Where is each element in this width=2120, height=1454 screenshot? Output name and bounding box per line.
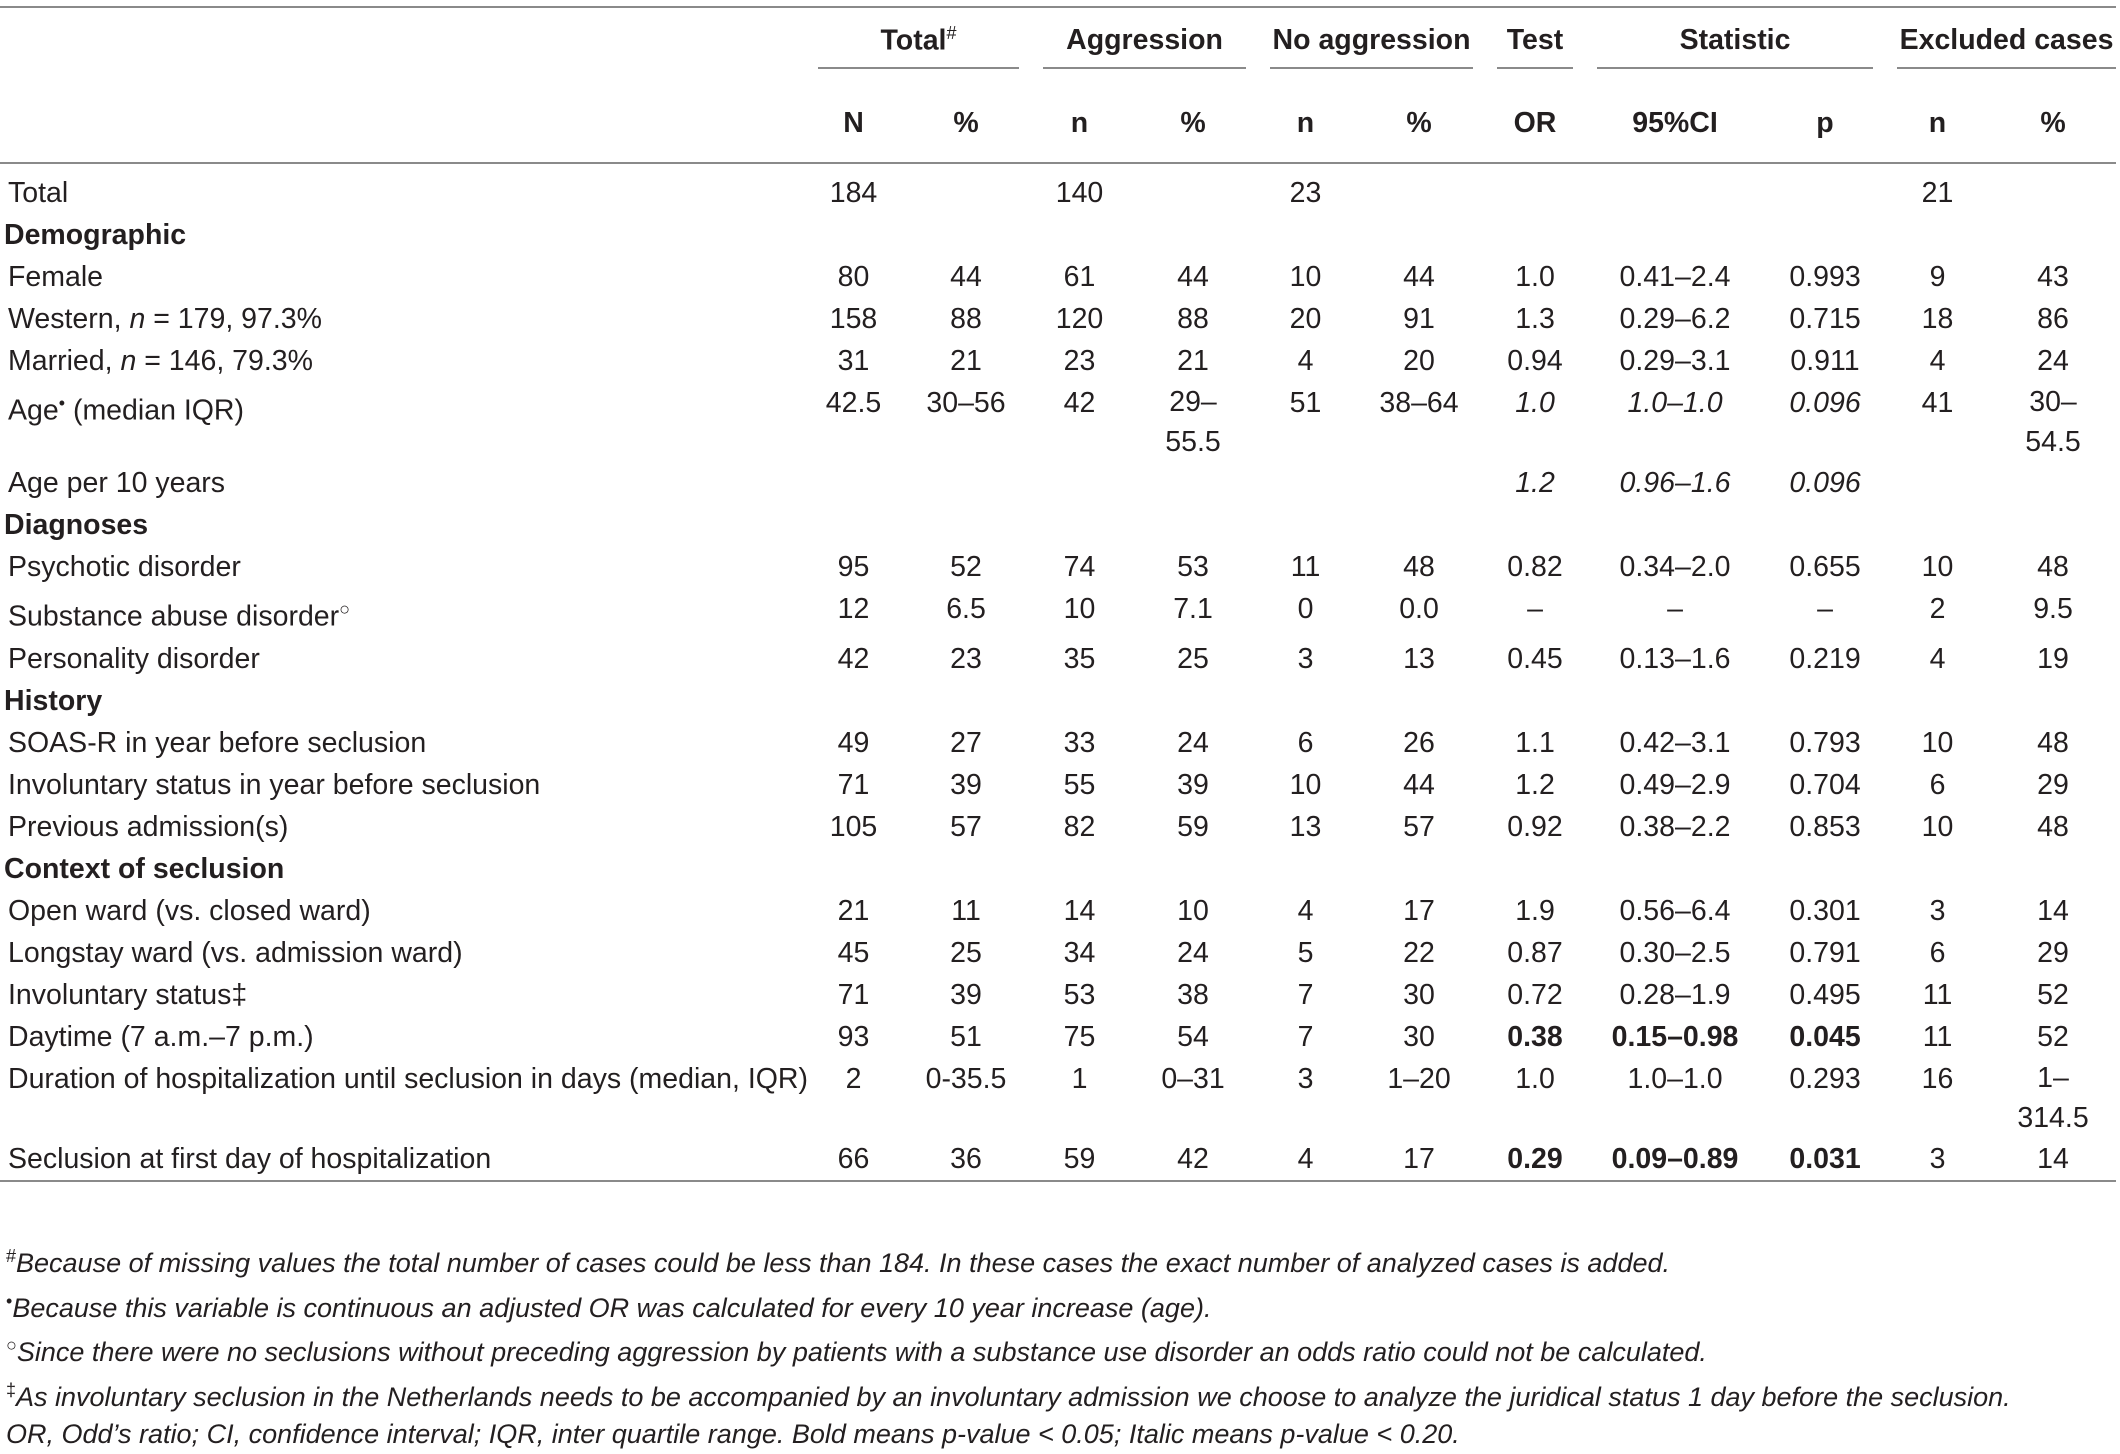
table-row bbox=[0, 890, 2116, 932]
table-cell: 42.5 bbox=[825, 387, 882, 419]
table-cell: 1.2 bbox=[1515, 467, 1555, 499]
table-cell: 0.495 bbox=[1789, 978, 1861, 1011]
table-cell: 0.92 bbox=[1507, 810, 1563, 843]
table-cell: 6 bbox=[1929, 768, 1946, 801]
table-cell: 48 bbox=[2037, 810, 2069, 843]
table-cell: 44 bbox=[1403, 768, 1435, 801]
table-cell bbox=[901, 172, 1031, 214]
table-cell: 11 bbox=[951, 894, 981, 927]
table-cell: 9 bbox=[1929, 261, 1946, 293]
table-cell: 140 bbox=[1055, 177, 1104, 209]
table-row bbox=[0, 974, 2116, 1016]
table-cell: 25 bbox=[950, 936, 982, 969]
table-cell: 39 bbox=[1177, 768, 1209, 801]
table-cell: 11 bbox=[1922, 1020, 1953, 1053]
table-cell: 29 bbox=[2037, 768, 2069, 801]
table-cell: 0.49–2.9 bbox=[1619, 768, 1731, 801]
table-cell: 105 bbox=[829, 810, 878, 843]
table-cell: 4 bbox=[1929, 642, 1946, 675]
table-cell: 10 bbox=[1921, 551, 1954, 583]
table-cell: 27 bbox=[950, 726, 982, 759]
section-label: Diagnoses bbox=[4, 509, 149, 541]
table-cell: 21 bbox=[837, 894, 870, 927]
table-cell: 44 bbox=[1403, 261, 1435, 293]
table-cell: 10 bbox=[1289, 261, 1322, 293]
table-cell: 10 bbox=[1289, 768, 1322, 801]
subheader-row bbox=[0, 84, 2116, 163]
table-header bbox=[0, 7, 2116, 172]
table-cell: 0.293 bbox=[1789, 1062, 1861, 1095]
table-row bbox=[0, 172, 2116, 214]
group-header-no-aggression: No aggression bbox=[1258, 7, 1485, 84]
results-table bbox=[0, 6, 2116, 1182]
table-cell: 1 bbox=[1071, 1062, 1088, 1095]
table-cell: 20 bbox=[1289, 303, 1322, 335]
table-cell: 0.219 bbox=[1789, 642, 1861, 675]
table-cell bbox=[1585, 172, 1765, 214]
table-cell: 4 bbox=[1297, 894, 1314, 927]
table-cell: 0.715 bbox=[1789, 303, 1861, 335]
table-cell: 6.5 bbox=[946, 593, 986, 625]
table-cell: 0–31 bbox=[1161, 1062, 1225, 1095]
table-cell: 38–64 bbox=[1379, 387, 1459, 419]
table-cell: 0.29–3.1 bbox=[1619, 345, 1731, 377]
table-cell: 74 bbox=[1063, 551, 1096, 583]
group-header-statistic: Statistic bbox=[1585, 7, 1885, 84]
table-cell: 184 bbox=[829, 177, 878, 209]
table-cell: 7.1 bbox=[1173, 593, 1213, 625]
table-cell: 52 bbox=[2037, 1020, 2069, 1053]
table-cell: 11 bbox=[1922, 978, 1953, 1011]
table-cell: 42 bbox=[1063, 387, 1096, 419]
table-cell: 39 bbox=[950, 978, 982, 1011]
table-cell: 3 bbox=[1297, 1062, 1314, 1095]
table-cell: 0.29 bbox=[1485, 1138, 1585, 1181]
table-row bbox=[0, 256, 2116, 298]
table-cell: 23 bbox=[950, 642, 982, 675]
row-label: Involuntary status‡ bbox=[8, 978, 248, 1011]
table-cell: 0-35.5 bbox=[925, 1062, 1007, 1095]
table-row bbox=[0, 932, 2116, 974]
subheader-5: % bbox=[1353, 84, 1485, 163]
table-cell: 0.791 bbox=[1789, 936, 1861, 969]
subheader-3: % bbox=[1128, 84, 1258, 163]
table-cell: 36 bbox=[901, 1138, 1031, 1181]
table-row bbox=[0, 638, 2116, 680]
table-cell: 75 bbox=[1063, 1020, 1096, 1053]
table-cell: 0.911 bbox=[1790, 345, 1860, 377]
table-row bbox=[0, 340, 2116, 382]
table-cell: 86 bbox=[2037, 303, 2069, 335]
table-cell: 0.096 bbox=[1789, 467, 1861, 499]
row-label: Involuntary status in year before seclusion bbox=[8, 768, 541, 801]
table-cell: 59 bbox=[1031, 1138, 1128, 1181]
table-cell: 10 bbox=[1177, 894, 1209, 927]
subheader-1: % bbox=[901, 84, 1031, 163]
table-cell: 10 bbox=[1921, 726, 1954, 759]
subheader-8: p bbox=[1765, 84, 1885, 163]
section-row bbox=[0, 504, 2116, 546]
table-cell: 82 bbox=[1063, 810, 1096, 843]
section-row bbox=[0, 680, 2116, 722]
table-cell: 53 bbox=[1177, 551, 1209, 583]
table-cell: 24 bbox=[1177, 936, 1209, 969]
table-cell: 0.87 bbox=[1507, 936, 1563, 969]
table-cell: 0.045 bbox=[1789, 1020, 1861, 1053]
footnote-mark: ○ bbox=[339, 599, 351, 619]
table-cell: 80 bbox=[837, 261, 870, 293]
table-cell bbox=[1128, 172, 1258, 214]
table-cell: 3 bbox=[1297, 642, 1314, 675]
table-cell: 42 bbox=[837, 642, 870, 675]
table-cell: 20 bbox=[1403, 345, 1435, 377]
table-cell: 51 bbox=[950, 1020, 982, 1053]
table-cell: 25 bbox=[1177, 642, 1209, 675]
table-cell bbox=[1353, 462, 1485, 504]
table-cell: 0.94 bbox=[1507, 345, 1563, 377]
table-cell: 1.0–1.0 bbox=[1627, 1062, 1723, 1095]
table-cell: 38 bbox=[1177, 978, 1209, 1011]
table-row bbox=[0, 1058, 2116, 1138]
table-cell: 95 bbox=[837, 551, 870, 583]
table-cell: 16 bbox=[1921, 1062, 1954, 1095]
table-cell bbox=[1990, 462, 2116, 504]
table-cell: 14 bbox=[1063, 894, 1096, 927]
table-cell: 0.28–1.9 bbox=[1619, 978, 1731, 1011]
table-cell: 0.655 bbox=[1789, 551, 1861, 583]
table-cell: 44 bbox=[950, 261, 982, 293]
table-row bbox=[0, 298, 2116, 340]
footnotes bbox=[6, 1238, 2116, 1454]
table-cell: 54 bbox=[1177, 1020, 1209, 1053]
table-cell: 43 bbox=[2037, 261, 2069, 293]
table-cell: 1.2 bbox=[1515, 768, 1555, 801]
table-cell: 10 bbox=[1063, 593, 1096, 625]
table-cell: 39 bbox=[950, 768, 982, 801]
section-row bbox=[0, 848, 2116, 890]
row-label: Total bbox=[8, 177, 69, 209]
table-cell: 0.34–2.0 bbox=[1619, 551, 1731, 583]
table-cell: 9.5 bbox=[2033, 593, 2073, 625]
table-cell: 2 bbox=[845, 1062, 862, 1095]
subheader-7: 95%CI bbox=[1585, 84, 1765, 163]
table-row bbox=[0, 722, 2116, 764]
table-row bbox=[0, 382, 2116, 462]
table-cell: – bbox=[1527, 593, 1543, 625]
table-cell: 0.56–6.4 bbox=[1619, 894, 1731, 927]
table-cell: 34 bbox=[1063, 936, 1096, 969]
table-cell bbox=[1031, 462, 1128, 504]
row-label: SOAS-R in year before seclusion bbox=[8, 726, 427, 759]
table-cell: 44 bbox=[1177, 261, 1209, 293]
table-cell: 1.0–1.0 bbox=[1627, 387, 1723, 419]
table-row bbox=[0, 546, 2116, 588]
table-cell: 52 bbox=[2037, 978, 2069, 1011]
table-cell: 1.3 bbox=[1515, 303, 1555, 335]
table-cell: 0.031 bbox=[1765, 1138, 1885, 1181]
table-cell: 0 bbox=[1297, 593, 1314, 625]
footnote: ‡As involuntary seclusion in the Netherlands needs to be accompanied by an involuntary admission we choose to analyze the juridical status 1 day before the seclusion. bbox=[6, 1379, 2011, 1412]
table-cell: 49 bbox=[837, 726, 870, 759]
table-cell bbox=[1128, 462, 1258, 504]
subheader-10: % bbox=[1990, 84, 2116, 163]
table-cell: 14 bbox=[1990, 1138, 2116, 1181]
table-cell: 3 bbox=[1929, 894, 1946, 927]
table-cell: 1.9 bbox=[1515, 894, 1555, 927]
table-row bbox=[0, 1016, 2116, 1058]
section-row bbox=[0, 214, 2116, 256]
table-cell: 14 bbox=[2037, 894, 2069, 927]
table-cell: 13 bbox=[1403, 642, 1435, 675]
table-cell: 0.993 bbox=[1789, 261, 1861, 293]
table-cell bbox=[1765, 172, 1885, 214]
table-cell: 71 bbox=[837, 978, 870, 1011]
row-label: Married, n = 146, 79.3% bbox=[8, 345, 313, 377]
table-cell: 1.0 bbox=[1515, 261, 1555, 293]
row-label: Psychotic disorder bbox=[8, 551, 241, 583]
footnote: •Because this variable is continuous an adjusted OR was calculated for every 10 year increase (age). bbox=[6, 1290, 1212, 1323]
table-cell: 91 bbox=[1403, 303, 1435, 335]
table-cell: 52 bbox=[950, 551, 982, 583]
table-cell: 5 bbox=[1297, 936, 1314, 969]
table-cell: 66 bbox=[806, 1138, 901, 1181]
table-cell: 13 bbox=[1289, 810, 1322, 843]
row-label: Longstay ward (vs. admission ward) bbox=[8, 936, 463, 969]
footnote: ○Since there were no seclusions without preceding aggression by patients with a substance use disorder an odds ratio could not be calculated. bbox=[6, 1335, 1707, 1367]
table-cell: 17 bbox=[1353, 1138, 1485, 1181]
table-cell: 88 bbox=[950, 303, 982, 335]
table-cell: 93 bbox=[837, 1020, 870, 1053]
table-cell: 57 bbox=[1403, 810, 1435, 843]
table-cell: 120 bbox=[1055, 303, 1104, 335]
row-label: Age per 10 years bbox=[8, 467, 226, 499]
row-label: Personality disorder bbox=[8, 642, 260, 675]
table-cell: – bbox=[1667, 593, 1683, 625]
footnote-symbol: # bbox=[6, 1246, 17, 1266]
table-cell: 30– 54.5 bbox=[2025, 386, 2081, 458]
table-cell: 1– 314.5 bbox=[2017, 1061, 2089, 1134]
row-label: Previous admission(s) bbox=[8, 810, 289, 843]
table-cell: 4 bbox=[1297, 345, 1314, 377]
table-cell: 0.38–2.2 bbox=[1619, 810, 1731, 843]
section-label: Context of seclusion bbox=[4, 852, 285, 885]
section-label: History bbox=[4, 684, 103, 717]
table-cell: 0.704 bbox=[1789, 768, 1861, 801]
table-cell: 24 bbox=[2037, 345, 2069, 377]
table-cell: 0.41–2.4 bbox=[1619, 261, 1731, 293]
table-cell bbox=[806, 462, 901, 504]
subheader-4: n bbox=[1258, 84, 1353, 163]
footnote-symbol: • bbox=[6, 1290, 13, 1311]
table-cell bbox=[901, 462, 1031, 504]
group-header-aggression: Aggression bbox=[1031, 7, 1258, 84]
row-label: Seclusion at first day of hospitalization bbox=[0, 1138, 806, 1181]
table-cell: 1–20 bbox=[1387, 1062, 1451, 1095]
table-cell: 0.82 bbox=[1507, 551, 1563, 583]
table-cell: 61 bbox=[1063, 261, 1096, 293]
table-cell: 7 bbox=[1297, 978, 1314, 1011]
table-cell: 0.793 bbox=[1789, 726, 1861, 759]
table-cell bbox=[1990, 172, 2116, 214]
table-cell: 1.0 bbox=[1515, 387, 1555, 419]
table-cell: 4 bbox=[1258, 1138, 1353, 1181]
table-cell: 1.1 bbox=[1515, 726, 1555, 759]
table-cell: 0.0 bbox=[1399, 593, 1439, 625]
table-cell: 24 bbox=[1177, 726, 1209, 759]
table-cell: 11 bbox=[1290, 551, 1321, 583]
row-label: Age• (median IQR) bbox=[8, 393, 244, 427]
row-label: Substance abuse disorder○ bbox=[8, 599, 351, 633]
table-cell: 21 bbox=[1177, 345, 1209, 377]
table-cell: 59 bbox=[1177, 810, 1209, 843]
table-cell: 53 bbox=[1063, 978, 1096, 1011]
table-cell: 0.96–1.6 bbox=[1619, 467, 1731, 499]
group-header-excluded: Excluded cases bbox=[1885, 7, 2116, 84]
table-cell: 23 bbox=[1063, 345, 1096, 377]
table-cell: 6 bbox=[1929, 936, 1946, 969]
table-cell: 21 bbox=[1921, 177, 1954, 209]
group-header-test: Test bbox=[1485, 7, 1585, 84]
table-cell: 35 bbox=[1063, 642, 1096, 675]
table-cell: 18 bbox=[1921, 303, 1954, 335]
subheader-6: OR bbox=[1485, 84, 1585, 163]
row-label: Open ward (vs. closed ward) bbox=[8, 894, 371, 927]
row-label: Western, n = 179, 97.3% bbox=[8, 303, 322, 335]
table-cell: 0.30–2.5 bbox=[1619, 936, 1731, 969]
table-cell: 41 bbox=[1921, 387, 1954, 419]
table-cell: 10 bbox=[1921, 810, 1954, 843]
table-cell: 26 bbox=[1403, 726, 1435, 759]
table-cell: 0.72 bbox=[1507, 978, 1563, 1011]
table-cell: 7 bbox=[1297, 1020, 1314, 1053]
table-cell: 6 bbox=[1297, 726, 1314, 759]
table-cell: 48 bbox=[2037, 551, 2069, 583]
table-cell bbox=[1258, 462, 1353, 504]
table-cell: 22 bbox=[1403, 936, 1435, 969]
table-row bbox=[0, 764, 2116, 806]
row-label: Duration of hospitalization until seclusion in days (median, IQR) bbox=[8, 1062, 808, 1095]
table-cell: 30–56 bbox=[926, 387, 1006, 419]
table-cell bbox=[1353, 172, 1485, 214]
row-label: Female bbox=[8, 261, 104, 293]
table-cell: 2 bbox=[1929, 593, 1946, 625]
table-cell bbox=[1485, 172, 1585, 214]
table-cell: – bbox=[1817, 593, 1833, 625]
footnote-symbol: ○ bbox=[6, 1335, 17, 1355]
table-cell: 31 bbox=[837, 345, 870, 377]
footnote: OR, Odd’s ratio; CI, confidence interval; IQR, inter quartile range. Bold means p-value < 0.05; Italic means p-value < 0.20. bbox=[6, 1419, 1460, 1449]
table-row bbox=[0, 588, 2116, 638]
footnote-mark: • bbox=[58, 393, 66, 413]
table-body bbox=[0, 172, 2116, 1181]
table-cell: 3 bbox=[1885, 1138, 1990, 1181]
table-cell: 30 bbox=[1403, 1020, 1435, 1053]
table-cell: 55 bbox=[1063, 768, 1096, 801]
table-cell: 0.38 bbox=[1507, 1020, 1563, 1053]
table-cell: 23 bbox=[1289, 177, 1322, 209]
table-cell bbox=[1885, 462, 1990, 504]
table-cell: 0.42–3.1 bbox=[1619, 726, 1731, 759]
table-cell: 29– 55.5 bbox=[1165, 386, 1221, 458]
table-cell: 0.45 bbox=[1507, 642, 1563, 675]
table-cell: 4 bbox=[1929, 345, 1946, 377]
table-cell: 158 bbox=[829, 303, 878, 335]
row-label: Daytime (7 a.m.–7 p.m.) bbox=[8, 1020, 314, 1053]
table-cell: 0.853 bbox=[1789, 810, 1861, 843]
group-header-total: Total# bbox=[806, 7, 1031, 84]
table-cell: 33 bbox=[1063, 726, 1096, 759]
table-cell: 17 bbox=[1403, 894, 1435, 927]
subheader-0: N bbox=[806, 84, 901, 163]
table-cell: 42 bbox=[1128, 1138, 1258, 1181]
table-cell: 0.301 bbox=[1789, 894, 1861, 927]
table-cell: 51 bbox=[1289, 387, 1322, 419]
table-row bbox=[0, 462, 2116, 504]
table-cell: 0.29–6.2 bbox=[1619, 303, 1731, 335]
footnote-symbol: ‡ bbox=[6, 1379, 17, 1400]
table-row bbox=[0, 806, 2116, 848]
table-cell: 48 bbox=[2037, 726, 2069, 759]
table-cell: 0.096 bbox=[1789, 387, 1861, 419]
table-cell: 48 bbox=[1403, 551, 1435, 583]
subheader-9: n bbox=[1885, 84, 1990, 163]
table-cell: 21 bbox=[950, 345, 982, 377]
table-cell: 0.09–0.89 bbox=[1585, 1138, 1765, 1181]
table-cell: 71 bbox=[837, 768, 870, 801]
table-cell: 45 bbox=[837, 936, 870, 969]
table-cell: 0.15–0.98 bbox=[1611, 1020, 1739, 1053]
table-cell: 30 bbox=[1403, 978, 1435, 1011]
table-cell: 19 bbox=[2037, 642, 2069, 675]
footnote: #Because of missing values the total number of cases could be less than 184. In these cases the exact number of analyzed cases is added. bbox=[6, 1246, 1670, 1278]
table-cell: 29 bbox=[2037, 936, 2069, 969]
table-cell: 88 bbox=[1177, 303, 1209, 335]
table-cell: 12 bbox=[837, 593, 870, 625]
table-row bbox=[0, 1138, 2116, 1181]
table-cell: 57 bbox=[950, 810, 982, 843]
section-label: Demographic bbox=[4, 219, 187, 251]
subheader-2: n bbox=[1031, 84, 1128, 163]
table-cell: 1.0 bbox=[1515, 1062, 1555, 1095]
table-cell: 0.13–1.6 bbox=[1619, 642, 1731, 675]
